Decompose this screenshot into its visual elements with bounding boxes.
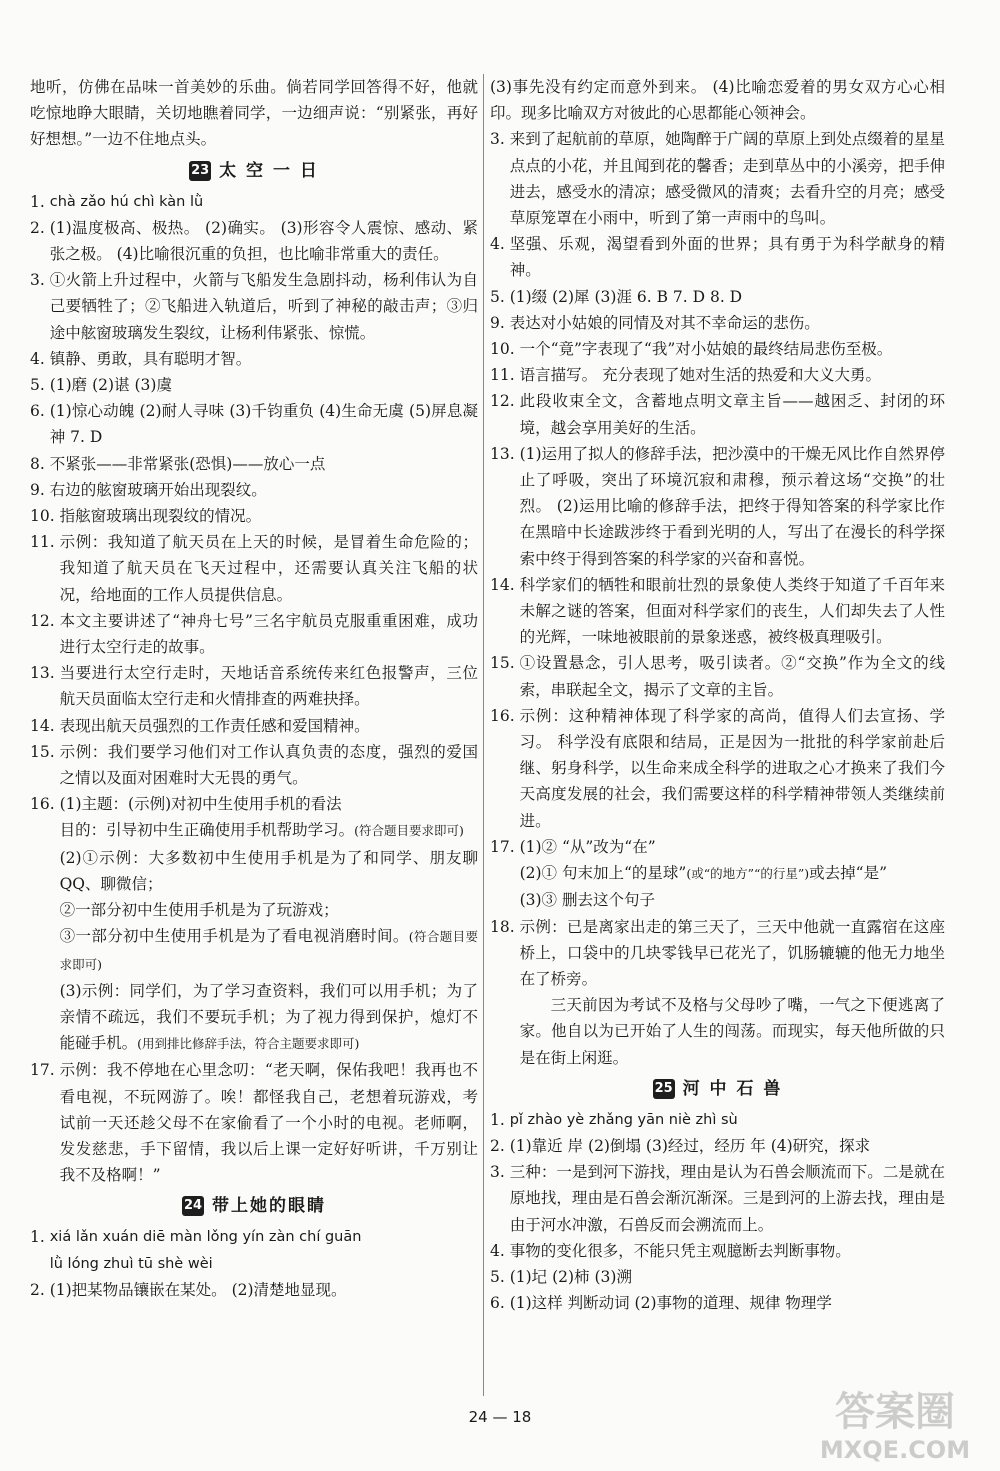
item-number: 13. <box>490 444 520 463</box>
answer-item <box>490 1159 945 1238</box>
item17-line: (3)③ 删去这个句子 <box>519 891 655 910</box>
item-text: pǐ zhào yè zhǎng yān niè zhì sù <box>509 1111 738 1128</box>
item-text: 表达对小姑娘的同情及对其不幸命运的悲伤。 <box>509 313 820 332</box>
item-text: ①设置悬念，引人思考，吸引读者。②“交换”作为全文的线索，串联起全文，揭示了文章的主旨。 <box>519 654 945 699</box>
watermark-line2: MXQE.COM <box>819 1436 971 1464</box>
item-number: 5. <box>490 287 510 306</box>
item16-line <box>60 923 478 977</box>
item-number: 16. <box>30 795 60 814</box>
item16-note: (符合题目要求即可) <box>354 823 464 839</box>
item16-note: (用到排比修辞手法，符合主题要求即可) <box>137 1036 360 1052</box>
item-number: 2. <box>30 1280 50 1299</box>
item-number: 12. <box>30 611 60 630</box>
item-number: 9. <box>30 480 50 499</box>
answer-item <box>490 231 945 283</box>
section-24-name: 带上她的眼睛 <box>212 1196 326 1217</box>
item-text: (1)磨 (2)谌 (3)虞 <box>49 376 172 395</box>
section-24-answers <box>490 126 945 833</box>
section-24-title <box>30 1191 478 1221</box>
column-divider <box>483 74 484 1396</box>
item-text: (1)靠近 岸 (2)倒塌 (3)经过，经历 年 (4)研究，探求 <box>509 1136 871 1155</box>
section-25-answers <box>490 1107 945 1317</box>
item-number: 8. <box>30 454 50 473</box>
item-text: 本文主要讲述了“神舟七号”三名宇航员克服重重困难，成功进行太空行走的故事。 <box>59 611 478 657</box>
item-text: 一个“竟”字表现了“我”对小姑娘的最终结局悲伤至极。 <box>519 340 893 359</box>
item-number: 1. <box>490 1110 510 1129</box>
section-25-title <box>490 1074 945 1104</box>
answer-item <box>490 388 945 440</box>
item-number: 15. <box>490 654 520 673</box>
item-text: 示例：这种精神体现了科学家的高尚，值得人们去宣扬、学习。 科学没有底限和结局，正是因为一批批的科学家前赴后继、躬身科学，以生命来成全科学的进取之心才换来了我们今天高度发展的社会，我们需要这样的科学精神带领人类继续前进。 <box>519 706 945 830</box>
answer-item <box>490 126 945 231</box>
item16-text: ③一部分初中生使用手机是为了看电视消磨时间。 <box>59 927 409 946</box>
item-number: 3. <box>30 271 50 290</box>
item-number: 10. <box>30 507 60 526</box>
answer-item <box>490 1290 945 1316</box>
item-text: 镇静、勇敢，具有聪明才智。 <box>49 349 252 368</box>
answer-item <box>30 713 478 739</box>
watermark-line1: 答案圈 <box>835 1389 955 1435</box>
answer-item <box>490 834 945 914</box>
item-text: (1)缀 (2)犀 (3)涯 6. B 7. D 8. D <box>509 287 743 306</box>
section-25-badge: 25 <box>653 1079 675 1099</box>
item16-line <box>60 978 478 1058</box>
answer-item <box>490 1264 945 1290</box>
answer-item <box>30 346 478 372</box>
item-text <box>60 791 478 1057</box>
item-number: 2. <box>30 218 50 237</box>
answer-item <box>490 1133 945 1159</box>
item-text: 右边的舷窗玻璃开始出现裂纹。 <box>49 480 267 499</box>
answer-item <box>490 572 945 651</box>
item17-note: (或“的地方”“的行星”) <box>686 866 810 882</box>
item-number: 10. <box>490 340 520 359</box>
item-number: 4. <box>30 349 50 368</box>
item-number: 17. <box>30 1061 60 1080</box>
item18-para: 三天前因为考试不及格与父母吵了嘴，一气之下便逃离了家。他自以为已开始了人生的闯荡。而现实，每天他所做的只是在街上闲逛。 <box>519 996 945 1067</box>
item16-text: 目的：引导初中生正确使用手机帮助学习。 <box>59 821 355 840</box>
item-text: 科学家们的牺牲和眼前壮烈的景象使人类终于知道了千百年来未解之谜的答案，但面对科学家们的丧生，人们却失去了人性的光辉，一味地被眼前的景象迷惑，被终极真理吸引。 <box>519 575 945 647</box>
item-text: (1)惊心动魄 (2)耐人寻味 (3)千钧重负 (4)生命无虞 (5)屏息凝神 7. D <box>49 402 478 447</box>
item-number: 4. <box>490 1241 510 1260</box>
answer-item <box>30 739 478 791</box>
item-text: 来到了起航前的草原，她陶醉于广阔的草原上到处点缀着的星星点点的小花，并且闻到花的馨香；走到草丛中的小溪旁，把手伸进去，感受水的清凉；感受微风的清爽；去看升空的月亮；感受草原笼罩在小雨中，听到了第一声雨中的鸟叫。 <box>509 130 945 228</box>
answer-item <box>490 310 945 336</box>
page-number: 24 — 18 <box>468 1408 532 1426</box>
section-23-answers <box>30 189 478 792</box>
pinyin-line: xiá lǎn xuán diē màn lǒng yín zàn chí guān <box>49 1229 362 1246</box>
item-number: 13. <box>30 664 60 683</box>
answer-item <box>30 451 478 477</box>
answer-item <box>30 1057 478 1188</box>
item-text <box>50 1224 478 1276</box>
left-column <box>30 74 478 1303</box>
item17-text: 或去掉“是” <box>809 864 887 883</box>
item16-note: (符合题目要求即可) <box>59 929 478 972</box>
item-text <box>520 914 945 1071</box>
item-number: 2. <box>490 1136 510 1155</box>
item-text: 语言描写。 充分表现了她对生活的热爱和大义大勇。 <box>519 366 882 385</box>
item-text: ①火箭上升过程中，火箭与飞船发生急剧抖动，杨利伟认为自己要牺牲了；②飞船进入轨道后，听到了神秘的敲击声；③归途中舷窗玻璃发生裂纹，让杨利伟紧张、惊慌。 <box>49 271 478 342</box>
item-text: chà zǎo hú chì kàn lǜ <box>49 193 204 210</box>
item-number: 4. <box>490 235 510 254</box>
item16-line: ②一部分初中生使用手机是为了玩游戏； <box>59 901 339 920</box>
item-text: 坚强、乐观，渴望看到外面的世界；具有勇于为科学献身的精神。 <box>509 235 945 280</box>
answer-item <box>30 529 478 608</box>
item17-line <box>520 860 945 887</box>
item-text: (1)运用了拟人的修辞手法，把沙漠中的干燥无风比作自然界停止了呼吸，突出了环境沉寂和肃穆，预示着这场“交换”的壮烈。 (2)运用比喻的修辞手法，把终于得知答案的科学家比作在黑暗中长途跋涉终于看到光明的人，写出了在漫长的科学探索中终于得到答案的科学家的兴奋和喜悦。 <box>519 444 945 568</box>
item-text: (1)温度极高、极热。 (2)确实。 (3)形容令人震惊、感动、紧张之极。 (4)比喻很沉重的负担，也比喻非常重大的责任。 <box>49 218 478 264</box>
section-24-badge: 24 <box>182 1196 204 1216</box>
item-number: 12. <box>490 392 520 411</box>
item18-para: 示例：已是离家出走的第三天了，三天中他就一直露宿在这座桥上，口袋中的几块零钱早已花光了，饥肠辘辘的他无力地坐在了桥旁。 <box>519 917 945 988</box>
section-23-title <box>30 156 478 186</box>
answer-item <box>30 1224 478 1276</box>
answer-item <box>490 914 945 1071</box>
item-number: 9. <box>490 313 510 332</box>
item-text: 当要进行太空行走时，天地话音系统传来红色报警声，三位航天员面临太空行走和火情排查的两难抉择。 <box>59 664 478 709</box>
item-text: 三种：一是到河下游找，理由是认为石兽会顺流而下。二是就在原地找，理由是石兽会渐沉渐深。三是到河的上游去找，理由是由于河水冲激，石兽反而会溯流而上。 <box>509 1163 945 1234</box>
answer-item <box>30 1277 478 1303</box>
item-text: 示例：我们要学习他们对工作认真负责的态度，强烈的爱国之情以及面对困难时大无畏的勇气。 <box>59 742 478 788</box>
pinyin-line: lǜ lóng zhuì tū shè wèi <box>49 1255 213 1272</box>
item-number: 15. <box>30 742 60 761</box>
answer-item <box>490 703 945 834</box>
item-text: 示例：我知道了航天员在上天的时候，是冒着生命危险的；我知道了航天员在飞天过程中，还需要认真关注飞船的状况，给地面的工作人员提供信息。 <box>59 533 478 604</box>
section-23-badge: 23 <box>189 161 211 181</box>
item-text: 示例：我不停地在心里念叨：“老天啊，保佑我吧！我再也不看电视，不玩网游了。唉！都怪我自己，老想着玩游戏，考试前一天还趁父母不在家偷看了一个小时的电视。老师啊，发发慈悲，手下留情，我以后上课一定好好听讲，千万别让我不及格啊！” <box>59 1061 478 1185</box>
item-text: 事物的变化很多，不能只凭主观臆断去判断事物。 <box>509 1241 851 1260</box>
item-text <box>520 834 945 914</box>
item-number: 3. <box>490 130 510 149</box>
answer-item <box>30 660 478 712</box>
continuation-text: 地听，仿佛在品味一首美妙的乐曲。倘若同学回答得不好，他就吃惊地睁大眼睛，关切地瞧着同学，一边细声说：“别紧张，再好好想想。”一边不住地点头。 <box>30 78 478 149</box>
item-text: (1)把某物品镶嵌在某处。 (2)清楚地显现。 <box>49 1280 347 1299</box>
answer-item <box>30 215 478 267</box>
watermark-logo <box>800 1380 990 1465</box>
answer-item <box>490 284 945 310</box>
answer-item <box>490 1238 945 1264</box>
item-text: (1)这样 判断动词 (2)事物的道理、规律 物理学 <box>509 1294 832 1313</box>
item-number: 11. <box>30 533 60 552</box>
item-number: 6. <box>490 1294 510 1313</box>
section-25-name: 河 中 石 兽 <box>682 1078 783 1099</box>
item-number: 17. <box>490 837 520 856</box>
answer-item <box>490 441 945 572</box>
item-text: 不紧张——非常紧张(恐惧)——放心一点 <box>49 454 326 473</box>
answer-item <box>490 336 945 362</box>
answer-item <box>30 608 478 660</box>
item-number: 5. <box>490 1267 510 1286</box>
item17-text: (2)① 句末加上“的星球” <box>519 864 687 883</box>
item-number: 14. <box>490 575 520 594</box>
answer-item <box>30 503 478 529</box>
item17-line: (1)② “从”改为“在” <box>519 837 656 856</box>
answer-item <box>30 398 478 450</box>
answer-item <box>30 267 478 346</box>
right-column <box>490 74 945 1316</box>
item-number: 14. <box>30 716 60 735</box>
item-number: 16. <box>490 706 520 725</box>
item-text: 此段收束全文，含蓄地点明文章主旨——越困乏、封闭的环境，越会享用美好的生活。 <box>519 392 945 437</box>
item-number: 1. <box>30 192 50 211</box>
item-text: 指舷窗玻璃出现裂纹的情况。 <box>59 507 262 526</box>
item-number: 6. <box>30 402 50 421</box>
answer-item <box>30 372 478 398</box>
item-text: (1)圮 (2)柿 (3)溯 <box>509 1267 632 1286</box>
answer-item <box>490 1107 945 1133</box>
answer-item <box>30 791 478 1057</box>
item-number: 11. <box>490 366 520 385</box>
answer-item <box>490 650 945 702</box>
item-number: 18. <box>490 917 520 936</box>
answer-item <box>30 477 478 503</box>
item-number: 3. <box>490 1163 510 1182</box>
item16-text: (3)示例：同学们，为了学习查资料，我们可以用手机；为了亲情不疏远，我们不要玩手机；为了视力得到保护，熄灯不能碰手机。 <box>59 981 478 1053</box>
item16-line: (2)①示例：大多数初中生使用手机是为了和同学、朋友聊QQ、聊微信； <box>59 848 478 893</box>
item-text: 表现出航天员强烈的工作责任感和爱国精神。 <box>59 716 370 735</box>
item16-line <box>60 817 478 844</box>
continuation-text: (3)事先没有约定而意外到来。 (4)比喻恋爱着的男女双方心心相印。现多比喻双方对彼此的心思都能心领神会。 <box>490 78 945 123</box>
answer-item <box>490 362 945 388</box>
item-number: 1. <box>30 1228 50 1247</box>
answer-item <box>30 189 478 215</box>
item-number: 5. <box>30 376 50 395</box>
item16-line: (1)主题：(示例)对初中生使用手机的看法 <box>59 795 342 814</box>
section-23-name: 太 空 一 日 <box>219 160 319 181</box>
